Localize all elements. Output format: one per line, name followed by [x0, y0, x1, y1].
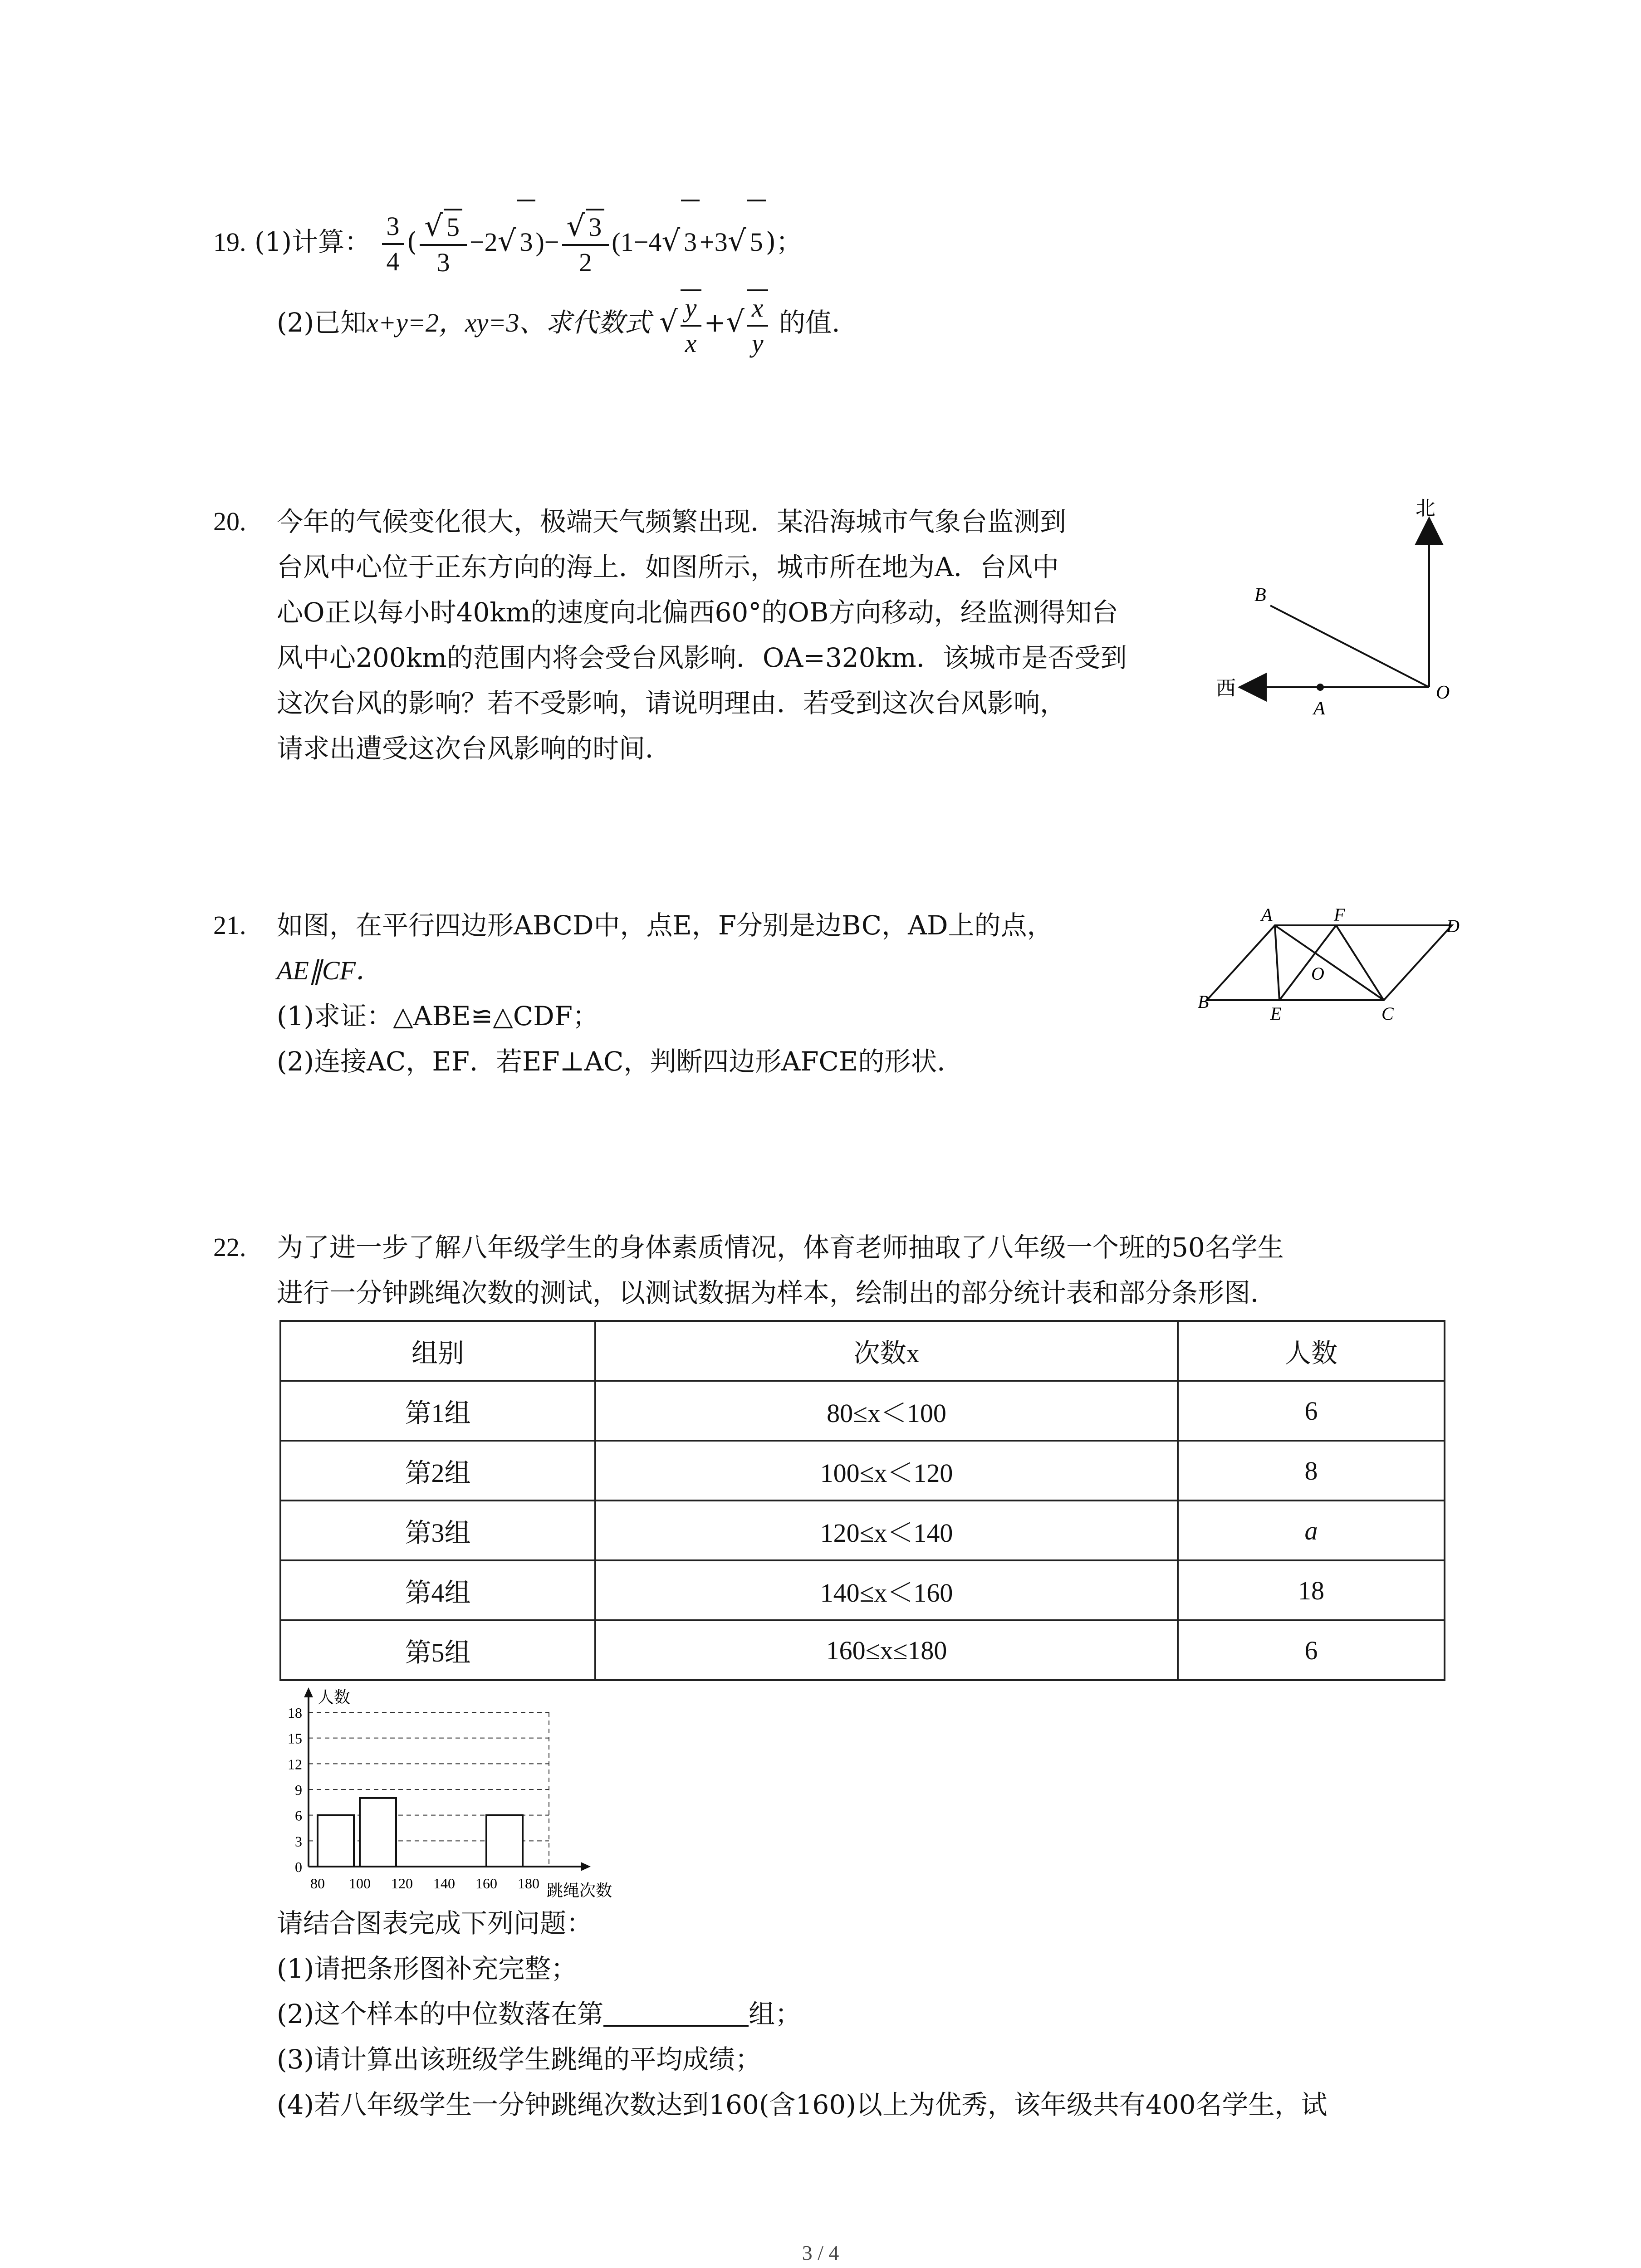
table-row: 第3组 120≤x＜140 a [280, 1501, 1445, 1560]
vertex-D-label: D [1446, 916, 1460, 936]
answer-blank[interactable] [603, 1998, 749, 2027]
vertex-A-label: A [1261, 904, 1273, 925]
q22-number: 22. [213, 1232, 246, 1262]
chart-ytick-label: 15 [288, 1730, 302, 1747]
vertex-B-label: B [1198, 992, 1209, 1012]
q22-intro-1: 为了进一步了解八年级学生的身体素质情况，体育老师抽取了八年级一个班的50名学生 [277, 1232, 1284, 1263]
vertex-E-label: E [1270, 1003, 1282, 1021]
chart-x-arrow [581, 1862, 591, 1871]
q19-number: 19. [213, 227, 246, 257]
table-row: 第1组 80≤x＜100 6 [280, 1381, 1445, 1441]
q21-number: 21. [213, 910, 246, 940]
page-number: 3 / 4 [802, 2241, 839, 2264]
point-O-label: O [1311, 963, 1324, 984]
chart-xtick-label: 160 [475, 1875, 497, 1892]
q19-part1-prefix: (1)计算： [254, 226, 371, 257]
q21-line-1: 如图，在平行四边形ABCD中，点E，F分别是边BC，AD上的点， [277, 910, 1053, 941]
q20-line-3: 心O正以每小时40km的速度向北偏西60°的OB方向移动，经监测得知台 [277, 597, 1118, 628]
q19-line2: (2)已知x+y=2，xy=3、求代数式 √ $\frac{y}{x}$ +√ $\frac{x}{y}$ 的值. [277, 286, 840, 360]
q22-intro-2: 进行一分钟跳绳次数的测试，以测试数据为样本，绘制出的部分统计表和部分条形图． [277, 1277, 1277, 1308]
q19-sqrt3: 3 [517, 200, 535, 283]
q22-question-1: (1)请把条形图补充完整； [277, 1953, 578, 1984]
chart-xtick-label: 100 [349, 1875, 371, 1892]
q21-parallelogram-figure [1198, 903, 1461, 1021]
north-label: 北 [1416, 497, 1435, 520]
q19-part2-prefix: (2)已知 [277, 307, 367, 338]
q20-line-4: 风中心200km的范围内将会受台风影响．OA=320km．该城市是否受到 [277, 642, 1127, 673]
chart-ytick-label: 18 [288, 1705, 302, 1721]
q21-line-3: (1)求证：△ABE≌△CDF； [277, 1001, 599, 1031]
chart-ytick-label: 9 [295, 1782, 302, 1798]
chart-ytick-label: 3 [295, 1833, 302, 1850]
table-header-row [280, 1321, 1445, 1381]
chart-xtick-label: 120 [391, 1875, 413, 1892]
table-header-people: 人数 [1178, 1321, 1445, 1381]
table-row: 第2组 100≤x＜120 8 [280, 1441, 1445, 1501]
chart-ytick-label: 12 [288, 1756, 302, 1773]
table-row: 第4组 140≤x＜160 18 [280, 1560, 1445, 1620]
q22-question-4: (4)若八年级学生一分钟跳绳次数达到160(含160)以上为优秀，该年级共有400名学生，试 [277, 2089, 1327, 2120]
point-B-label: B [1254, 585, 1266, 606]
chart-bar [318, 1815, 354, 1867]
q20-number: 20. [213, 507, 246, 536]
chart-xtick-label: 80 [310, 1875, 325, 1892]
q22-question-3: (3)请计算出该班级学生跳绳的平均成绩； [277, 2044, 762, 2075]
table-header-count: 次数x [595, 1321, 1178, 1381]
vertex-F-label: F [1334, 904, 1345, 925]
q20-line-6: 请求出遭受这次台风影响的时间． [277, 733, 672, 764]
q21-line-2: AE∥CF． [277, 956, 382, 985]
q22-question-2: (2)这个样本的中位数落在第 组； [277, 1999, 802, 2029]
q22-stats-table [279, 1320, 1445, 1681]
table-header-group: 组别 [280, 1321, 595, 1381]
point-O-label: O [1436, 682, 1450, 703]
q20-line-1: 今年的气候变化很大，极端天气频繁出现．某沿海城市气象台监测到 [277, 506, 1067, 537]
q21-line-4: (2)连接AC，EF．若EF⊥AC，判断四边形AFCE的形状． [277, 1046, 964, 1077]
chart-xtick-label: 180 [518, 1875, 539, 1892]
west-label: 西 [1216, 677, 1236, 700]
q19-fraction-y-x: $\frac{y}{x}$ [681, 289, 701, 360]
q22-bar-chart [268, 1687, 612, 1905]
q19-fraction-sqrt5-3: $\frac{√ 5}{3}$ [420, 209, 467, 279]
table-row: 第5组 160≤x≤180 6 [280, 1620, 1445, 1680]
q20-line-5: 这次台风的影响？若不受影响，请说明理由．若受到这次台风影响， [277, 688, 1067, 719]
point-A-label: A [1313, 698, 1325, 719]
chart-ytick-label: 6 [295, 1807, 302, 1824]
chart-xtick-label: 140 [433, 1875, 455, 1892]
q19-fraction-sqrt3-2: $\frac{√ 3}{2}$ [562, 209, 609, 279]
q20-line-2: 台风中心位于正东方向的海上．如图所示，城市所在地为A．台风中 [277, 552, 1059, 582]
chart-ylabel: 人数 [318, 1688, 351, 1707]
chart-xlabel: 跳绳次数 [547, 1882, 612, 1900]
q20-direction-figure [1216, 490, 1488, 726]
chart-ytick-label: 0 [295, 1859, 302, 1875]
q19-fraction-x-y: $\frac{x}{y}$ [747, 289, 768, 360]
chart-bar [486, 1815, 523, 1867]
vertex-C-label: C [1381, 1003, 1394, 1021]
q19-line1: 19. (1)计算： $\frac{3}{4}$ ( $\frac{√ 5}{3}$ −2√ 3 )− $\frac{√ 3}{2}$ (1−4√ 3 +3√ 5 )； [213, 200, 802, 283]
q19-part2-cond: x+y=2，xy=3、求代数式 [367, 308, 651, 337]
chart-y-arrow [304, 1687, 313, 1697]
q22-question-lead: 请结合图表完成下列问题： [277, 1908, 593, 1939]
q19-part2-end: 的值. [779, 307, 840, 338]
chart-bar [360, 1798, 396, 1867]
q19-fraction-3-4: $\frac{3}{4}$ [382, 210, 404, 279]
